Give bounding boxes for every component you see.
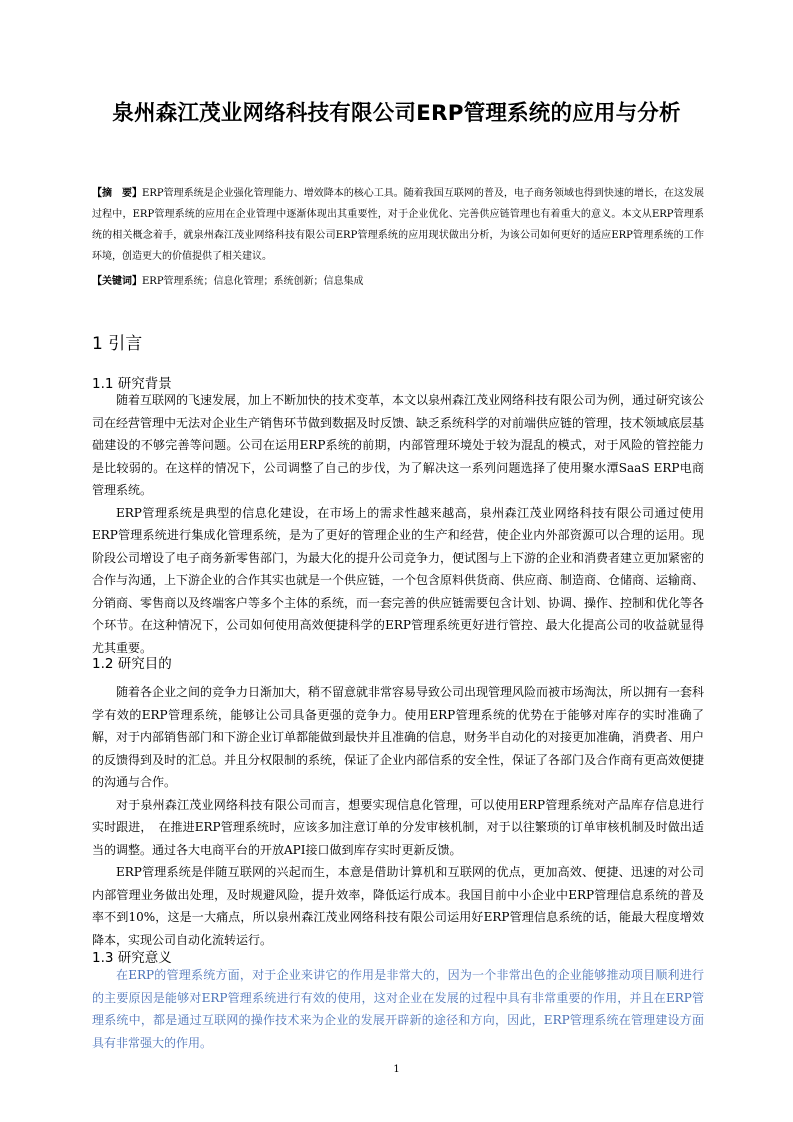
page-number: 1 (393, 1064, 400, 1075)
section-background-body (92, 389, 704, 659)
abstract (92, 183, 704, 267)
paper-title: 泉州森江茂业网络科技有限公司ERP管理系统的应用与分析 (112, 101, 681, 126)
paragraph: ERP管理系统是伴随互联网的兴起而生，本意是借助计算机和互联网的优点，更加高效、便捷、迅速的对公司内部管理业务做出处理，及时规避风险，提升效率，降低运行成本。我国目前中小企业中ERP管理信息系统的普及率不到10%，这是一大痛点，所以泉州森江茂业网络科技有限公司运用好ERP管理信息系统的话，能最大程度增效降本，实现公司自动化流转运行。 (92, 865, 704, 947)
abstract-label: 【摘 要】 (92, 188, 143, 199)
paragraph: 随着互联网的飞速发展，加上不断加快的技术变革，本文以泉州森江茂业网络科技有限公司为例，通过研究该公司在经营管理中无法对企业生产销售环节做到数据及时反馈、缺乏系统科学的对前端供应链的管理，技术领域底层基础建设的不够完善等问题。公司在运用ERP系统的前期，内部管理环境处于较为混乱的模式，对于风险的管控能力是比较弱的。在这样的情况下，公司调整了自己的步伐，为了解决这一系列问题选择了使用聚水潭SaaS ERP电商管理系统。 (92, 393, 705, 497)
paragraph: 对于泉州森江茂业网络科技有限公司而言，想要实现信息化管理，可以使用ERP管理系统对产品库存信息进行实时跟进， 在推进ERP管理系统时，应该多加注意订单的分发审核机制，对于以往繁琐的订单审核机制及时做出适当的调整。通过各大电商平台的开放API接口做到库存实时更新反馈。 (92, 797, 704, 857)
subsection-heading-background: 1.1 研究背景 (92, 376, 172, 392)
paragraph: 随着各企业之间的竞争力日渐加大，稍不留意就非常容易导致公司出现管理风险而被市场淘汰，所以拥有一套科学有效的ERP管理系统，能够让公司具备更强的竞争力。使用ERP管理系统的优势在于能够对库存的实时准确了解，对于内部销售部门和下游企业订单都能做到最快并且准确的信息，财务半自动化的对接更加准确，消费者、用户的反馈得到及时的汇总。并且分权限制的系统，保证了企业内部信系的安全性，保证了各部门及合作商有更高效便捷的沟通与合作。 (92, 685, 705, 789)
keywords-label: 【关键词】 (92, 276, 142, 287)
section-purpose-body (92, 681, 704, 951)
keywords-text: ERP管理系统；信息化管理；系统创新；信息集成 (142, 276, 364, 287)
section-significance-body (92, 964, 704, 1054)
subsection-heading-significance: 1.3 研究意义 (92, 950, 172, 966)
paragraph: 在ERP的管理系统方面，对于企业来讲它的作用是非常大的，因为一个非常出色的企业能够推动项目顺利进行的主要原因是能够对ERP管理系统进行有效的使用，这对企业在发展的过程中具有非常重要的作用，并且在ERP管理系统中，都是通过互联网的操作技术来为企业的发展开辟新的途径和方向，因此，ERP管理系统在管理建设方面具有非常强大的作用。 (92, 968, 704, 1050)
paragraph: ERP管理系统是典型的信息化建设，在市场上的需求性越来越高，泉州森江茂业网络科技有限公司通过使用ERP管理系统进行集成化管理系统，是为了更好的管理企业的生产和经营，使企业内外部资源可以合理的运用。现阶段公司增设了电子商务新零售部门，为最大化的提升公司竞争力，便试图与上下游的企业和消费者建立更加紧密的合作与沟通，上下游企业的合作其实也就是一个供应链，一个包含原料供货商、供应商、制造商、仓储商、运输商、分销商、零售商以及终端客户等多个主体的系统，而一套完善的供应链需要包含计划、协调、操作、控制和优化等各个环节。在这种情况下，公司如何使用高效便捷科学的ERP管理系统更好进行管控、最大化提高公司的收益就显得尤其重要。 (92, 505, 705, 655)
section-heading-intro: 1 引言 (92, 334, 143, 354)
abstract-text: ERP管理系统是企业强化管理能力、增效降本的核心工具。随着我国互联网的普及，电子商务领域也得到快速的增长，在这发展过程中，ERP管理系统的应用在企业管理中逐渐体现出其重要性，对于企业优化、完善供应链管理也有着重大的意义。本文从ERP管理系统的相关概念着手，就泉州森江茂业网络科技有限公司ERP管理系统的应用现状做出分析，为该公司如何更好的适应ERP管理系统的工作环境，创造更大的价值提供了相关建议。 (92, 188, 705, 262)
keywords (92, 271, 704, 292)
subsection-heading-purpose: 1.2 研究目的 (92, 656, 172, 672)
